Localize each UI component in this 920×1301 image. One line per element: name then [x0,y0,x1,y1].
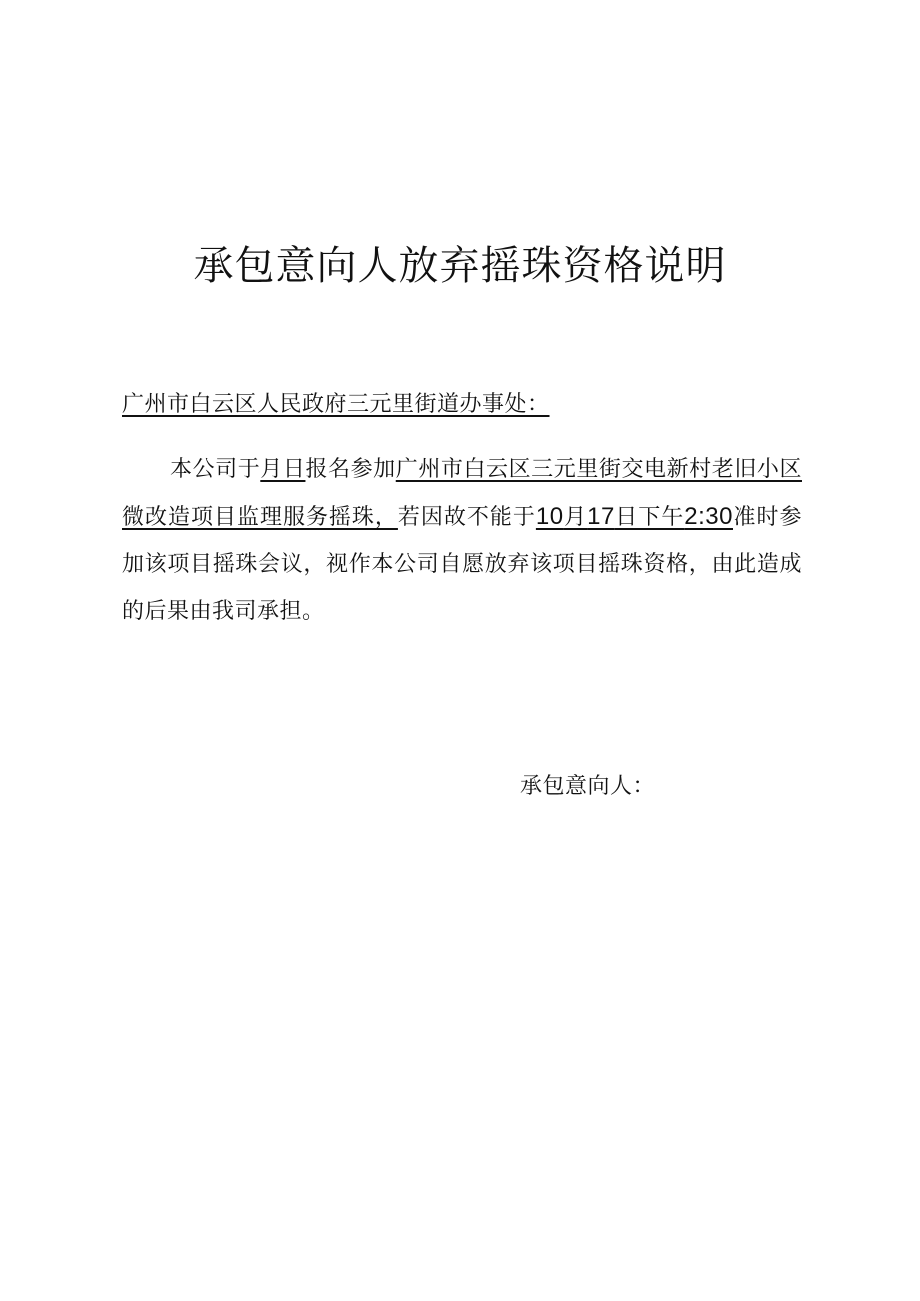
body-paragraph [122,446,802,635]
registration-date-blank: 月日 [260,457,306,482]
document-title: 承包意向人放弃摇珠资格说明 [193,243,727,289]
signature-label: 承包意向人： [520,774,656,799]
meeting-month-number: 10 [535,503,564,530]
meeting-day-number: 17 [587,503,615,530]
meeting-day-label: 日下午 [614,505,685,530]
body-text-4: 准时参加该项目摇珠会议，视作本公司自愿放弃该项目摇珠资格，由此造成的后果由我司承担。 [122,505,802,624]
body-text-2: 报名参加 [305,457,396,482]
meeting-time [536,505,733,530]
meeting-clock-time: 2:30 [684,503,733,530]
body-text-3: 若因故不能于 [397,505,536,530]
salutation: 广州市白云区人民政府三元里街道办事处： [122,392,550,417]
project-name: 广州市白云区三元里街交电新村老旧小区微改造项目监理服务摇珠， [122,457,802,530]
meeting-month-label: 月 [563,505,588,530]
body-text-1: 本公司于 [170,457,261,482]
